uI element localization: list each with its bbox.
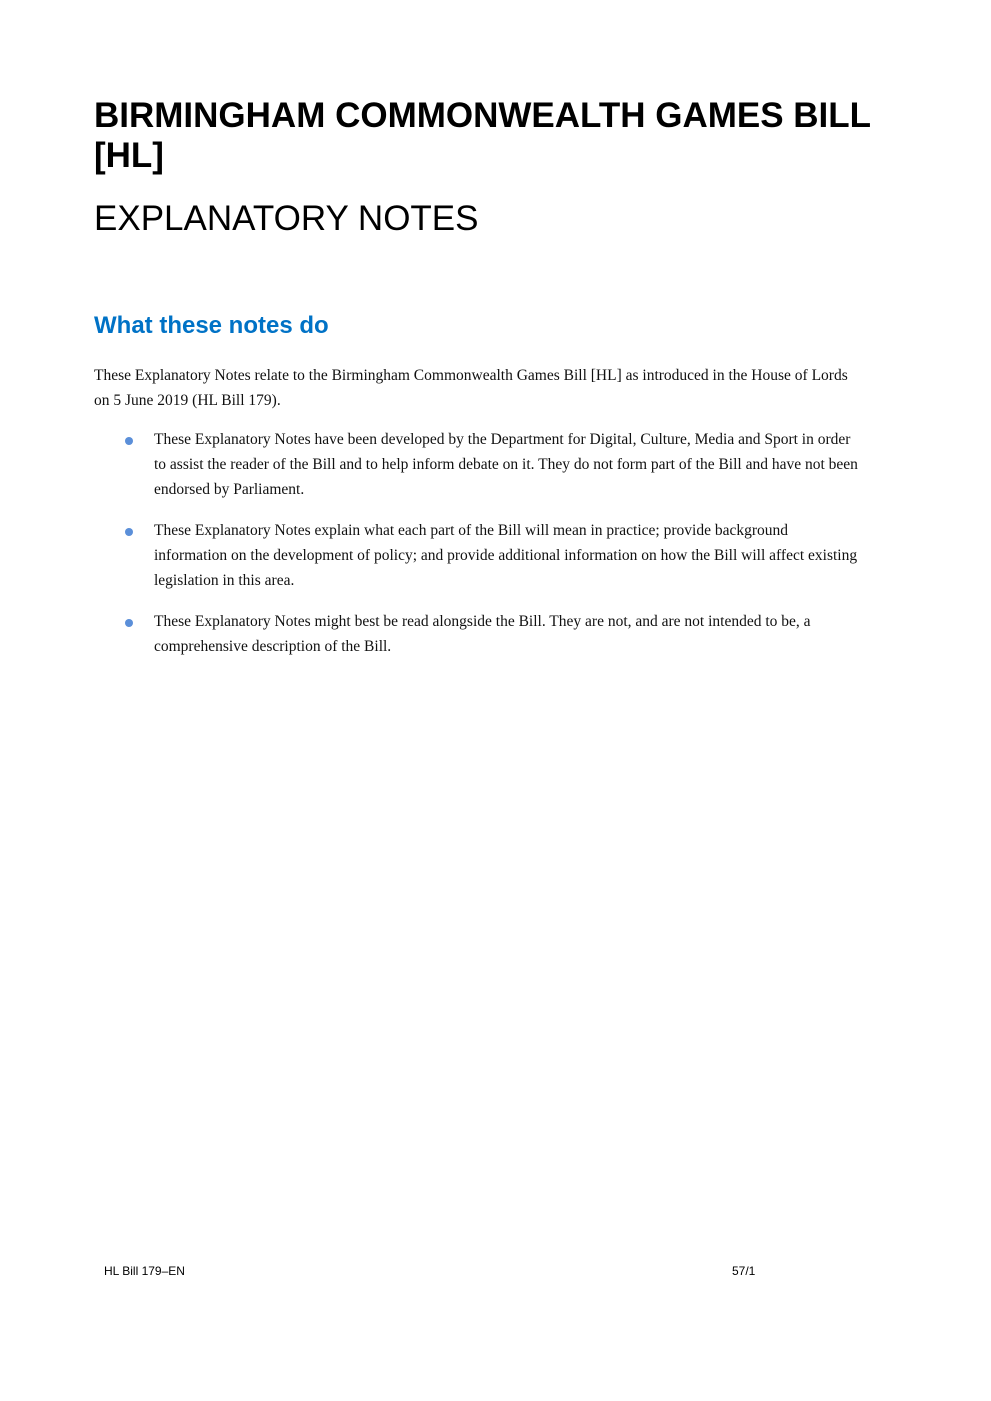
bullet-text: These Explanatory Notes have been developed by the Department for Digital, Culture, Media and Sport in order to assist the reader of the Bill and to help inform debate on it. They do not form part of the Bill and have not been endorsed by Parliament. — [154, 431, 858, 498]
bullet-item — [94, 609, 864, 659]
footer-bill-reference: HL Bill 179–EN — [104, 1264, 185, 1278]
document-title: BIRMINGHAM COMMONWEALTH GAMES BILL [HL] — [94, 96, 871, 175]
bullet-text: These Explanatory Notes explain what each part of the Bill will mean in practice; provide background information on the development of policy; and provide additional information on how the Bill will affect existing legislation in this area. — [154, 522, 858, 589]
bullet-dot-icon — [125, 619, 133, 627]
bullet-text: These Explanatory Notes might best be read alongside the Bill. They are not, and are not intended to be, a comprehensive description of the Bill. — [154, 613, 811, 655]
bullet-dot-icon — [125, 437, 133, 445]
bullet-list — [94, 427, 864, 675]
document-subtitle: EXPLANATORY NOTES — [94, 199, 479, 238]
footer-page-number: 57/1 — [732, 1264, 756, 1278]
section-heading: What these notes do — [94, 312, 329, 339]
intro-paragraph: These Explanatory Notes relate to the Birmingham Commonwealth Games Bill [HL] as introduced in the House of Lords on 5 June 2019 (HL Bill 179). — [94, 367, 848, 409]
bullet-item — [94, 518, 864, 593]
bullet-dot-icon — [125, 528, 133, 536]
bullet-item — [94, 427, 864, 502]
